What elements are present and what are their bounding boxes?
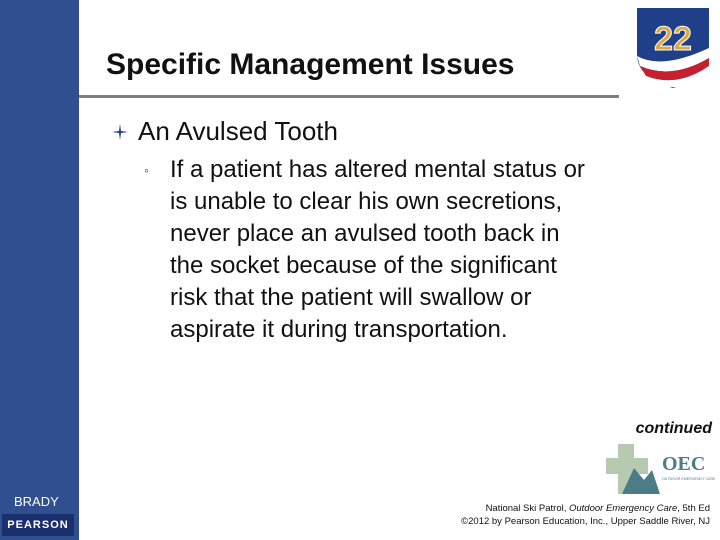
chapter-badge xyxy=(632,4,714,90)
title-underline xyxy=(79,95,619,98)
continued-label: continued xyxy=(635,420,712,437)
oec-logo-name: OEC xyxy=(662,453,706,475)
badge-number: 22 xyxy=(654,20,692,58)
slide-title: Specific Management Issues xyxy=(106,48,515,81)
bullet-level1-text: An Avulsed Tooth xyxy=(138,116,338,146)
left-sidebar xyxy=(0,0,79,540)
bullet-level1 xyxy=(112,116,338,147)
footer-line2: ©2012 by Pearson Education, Inc., Upper Saddle River, NJ xyxy=(461,516,710,527)
brady-label: BRADY xyxy=(14,494,59,509)
footer-line1: National Ski Patrol, Outdoor Emergency Care, 5th Ed xyxy=(485,503,710,514)
oec-logo xyxy=(604,440,716,498)
bullet-level2-text: If a patient has altered mental status or is unable to clear his own secretions, never place an avulsed tooth back in the socket because of the significant risk that the patient will swallow or aspirate it during transportation. xyxy=(170,156,585,343)
footer-citation xyxy=(461,502,710,528)
oec-logo-small-text: OUTDOOR EMERGENCY CARE xyxy=(662,477,716,481)
circle-bullet-icon: ◦ xyxy=(144,162,149,178)
sparkle-bullet-icon xyxy=(112,124,128,140)
bullet-level2 xyxy=(144,154,599,346)
pearson-logo: PEARSON xyxy=(2,514,74,536)
